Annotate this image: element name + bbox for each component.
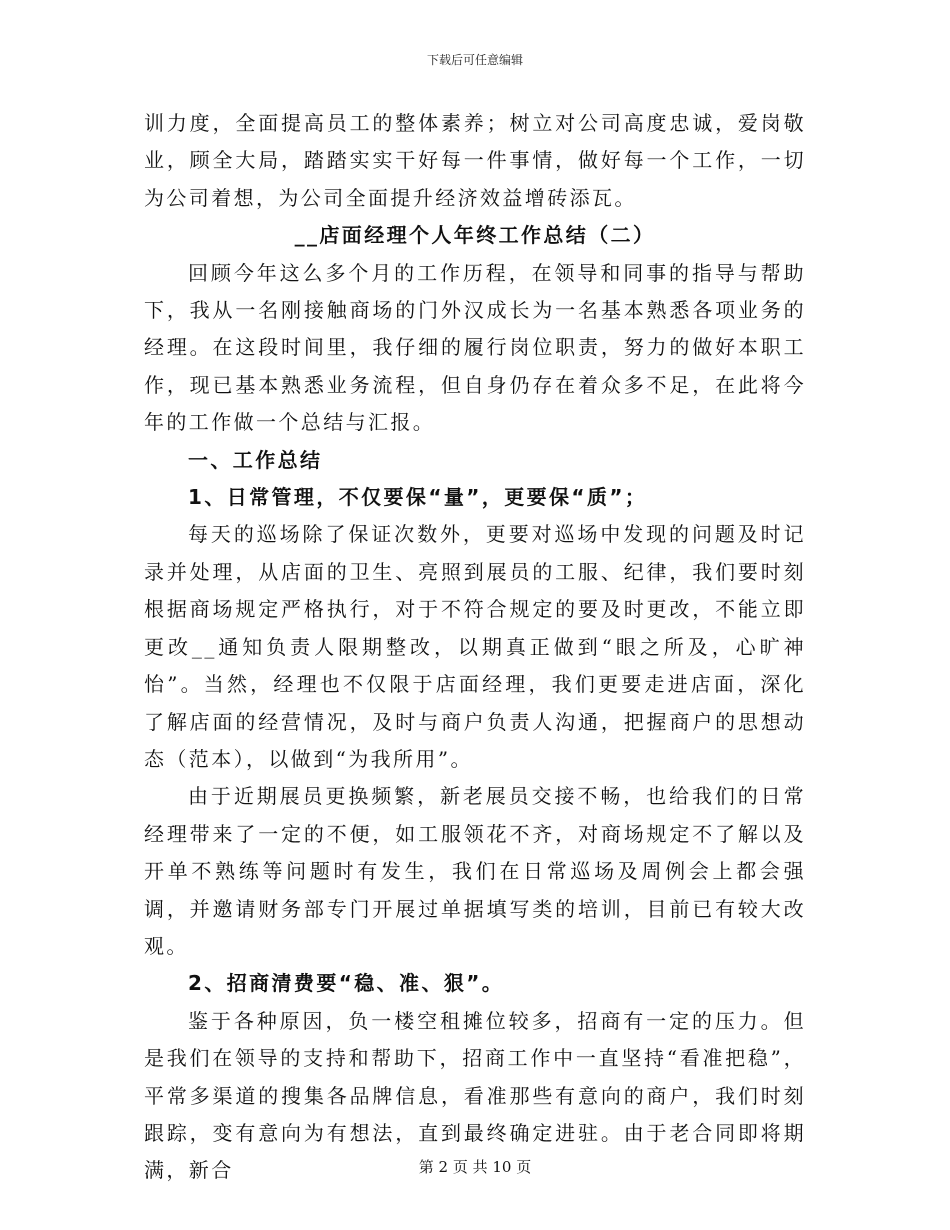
review-paragraph: 回顾今年这么多个月的工作历程，在领导和同事的指导与帮助下，我从一名刚接触商场的门外汉成长为一名基本熟悉各项业务的经理。在这段时间里，我仔细的履行岗位职责，努力的做好本职工作，现已基本熟悉业务流程，但自身仍存在着众多不足，在此将今年的工作做一个总结与汇报。 bbox=[144, 260, 806, 435]
page-header-note: 下载后可任意编辑 bbox=[426, 53, 523, 67]
staff-change-paragraph: 由于近期展员更换频繁，新老展员交接不畅，也给我们的日常经理带来了一定的不便，如工服领花不齐，对商场规定不了解以及开单不熟练等问题时有发生，我们在日常巡场及周例会上都会强调，并邀请财务部专门开展过单据填写类的培训，目前已有较大改观。 bbox=[144, 784, 806, 958]
page-number: 第 2 页 共 10 页 bbox=[418, 1158, 532, 1176]
heading-work-summary: 一、工作总结 bbox=[188, 447, 323, 472]
daily-management-paragraph: 每天的巡场除了保证次数外，更要对巡场中发现的问题及时记录并处理，从店面的卫生、亮照到展员的工服、纪律，我们要时刻根据商场规定严格执行，对于不符合规定的要及时更改，不能立即更改__通知负责人限期整改，以期真正做到“眼之所及，心旷神怡”。当然，经理也不仅限于店面经理，我们更要走进店面，深化了解店面的经营情况，及时与商户负责人沟通，把握商户的思想动态（范本），以做到“为我所用”。 bbox=[144, 522, 806, 771]
document-body bbox=[144, 105, 806, 1190]
intro-paragraph: 训力度，全面提高员工的整体素养；树立对公司高度忠诚，爱岗敬业，顾全大局，踏踏实实干好每一件事情，做好每一个工作，一切为公司着想，为公司全面提升经济效益增砖添瓦。 bbox=[144, 111, 806, 210]
merchant-recruitment-paragraph: 鉴于各种原因，负一楼空租摊位较多，招商有一定的压力。但是我们在领导的支持和帮助下，招商工作中一直坚持“看准把稳”，平常多渠道的搜集各品牌信息，看准那些有意向的商户，我们时刻跟踪，变有意向为有想法，直到最终确定进驻。由于老合同即将期满，新合 bbox=[144, 1008, 806, 1183]
heading-merchant-recruitment: 2、招商清费要“稳、准、狠”。 bbox=[188, 971, 505, 996]
section-title: __店面经理个人年终工作总结（二） bbox=[294, 223, 656, 248]
heading-daily-management: 1、日常管理，不仅要保“量”，更要保“质”； bbox=[188, 485, 648, 510]
